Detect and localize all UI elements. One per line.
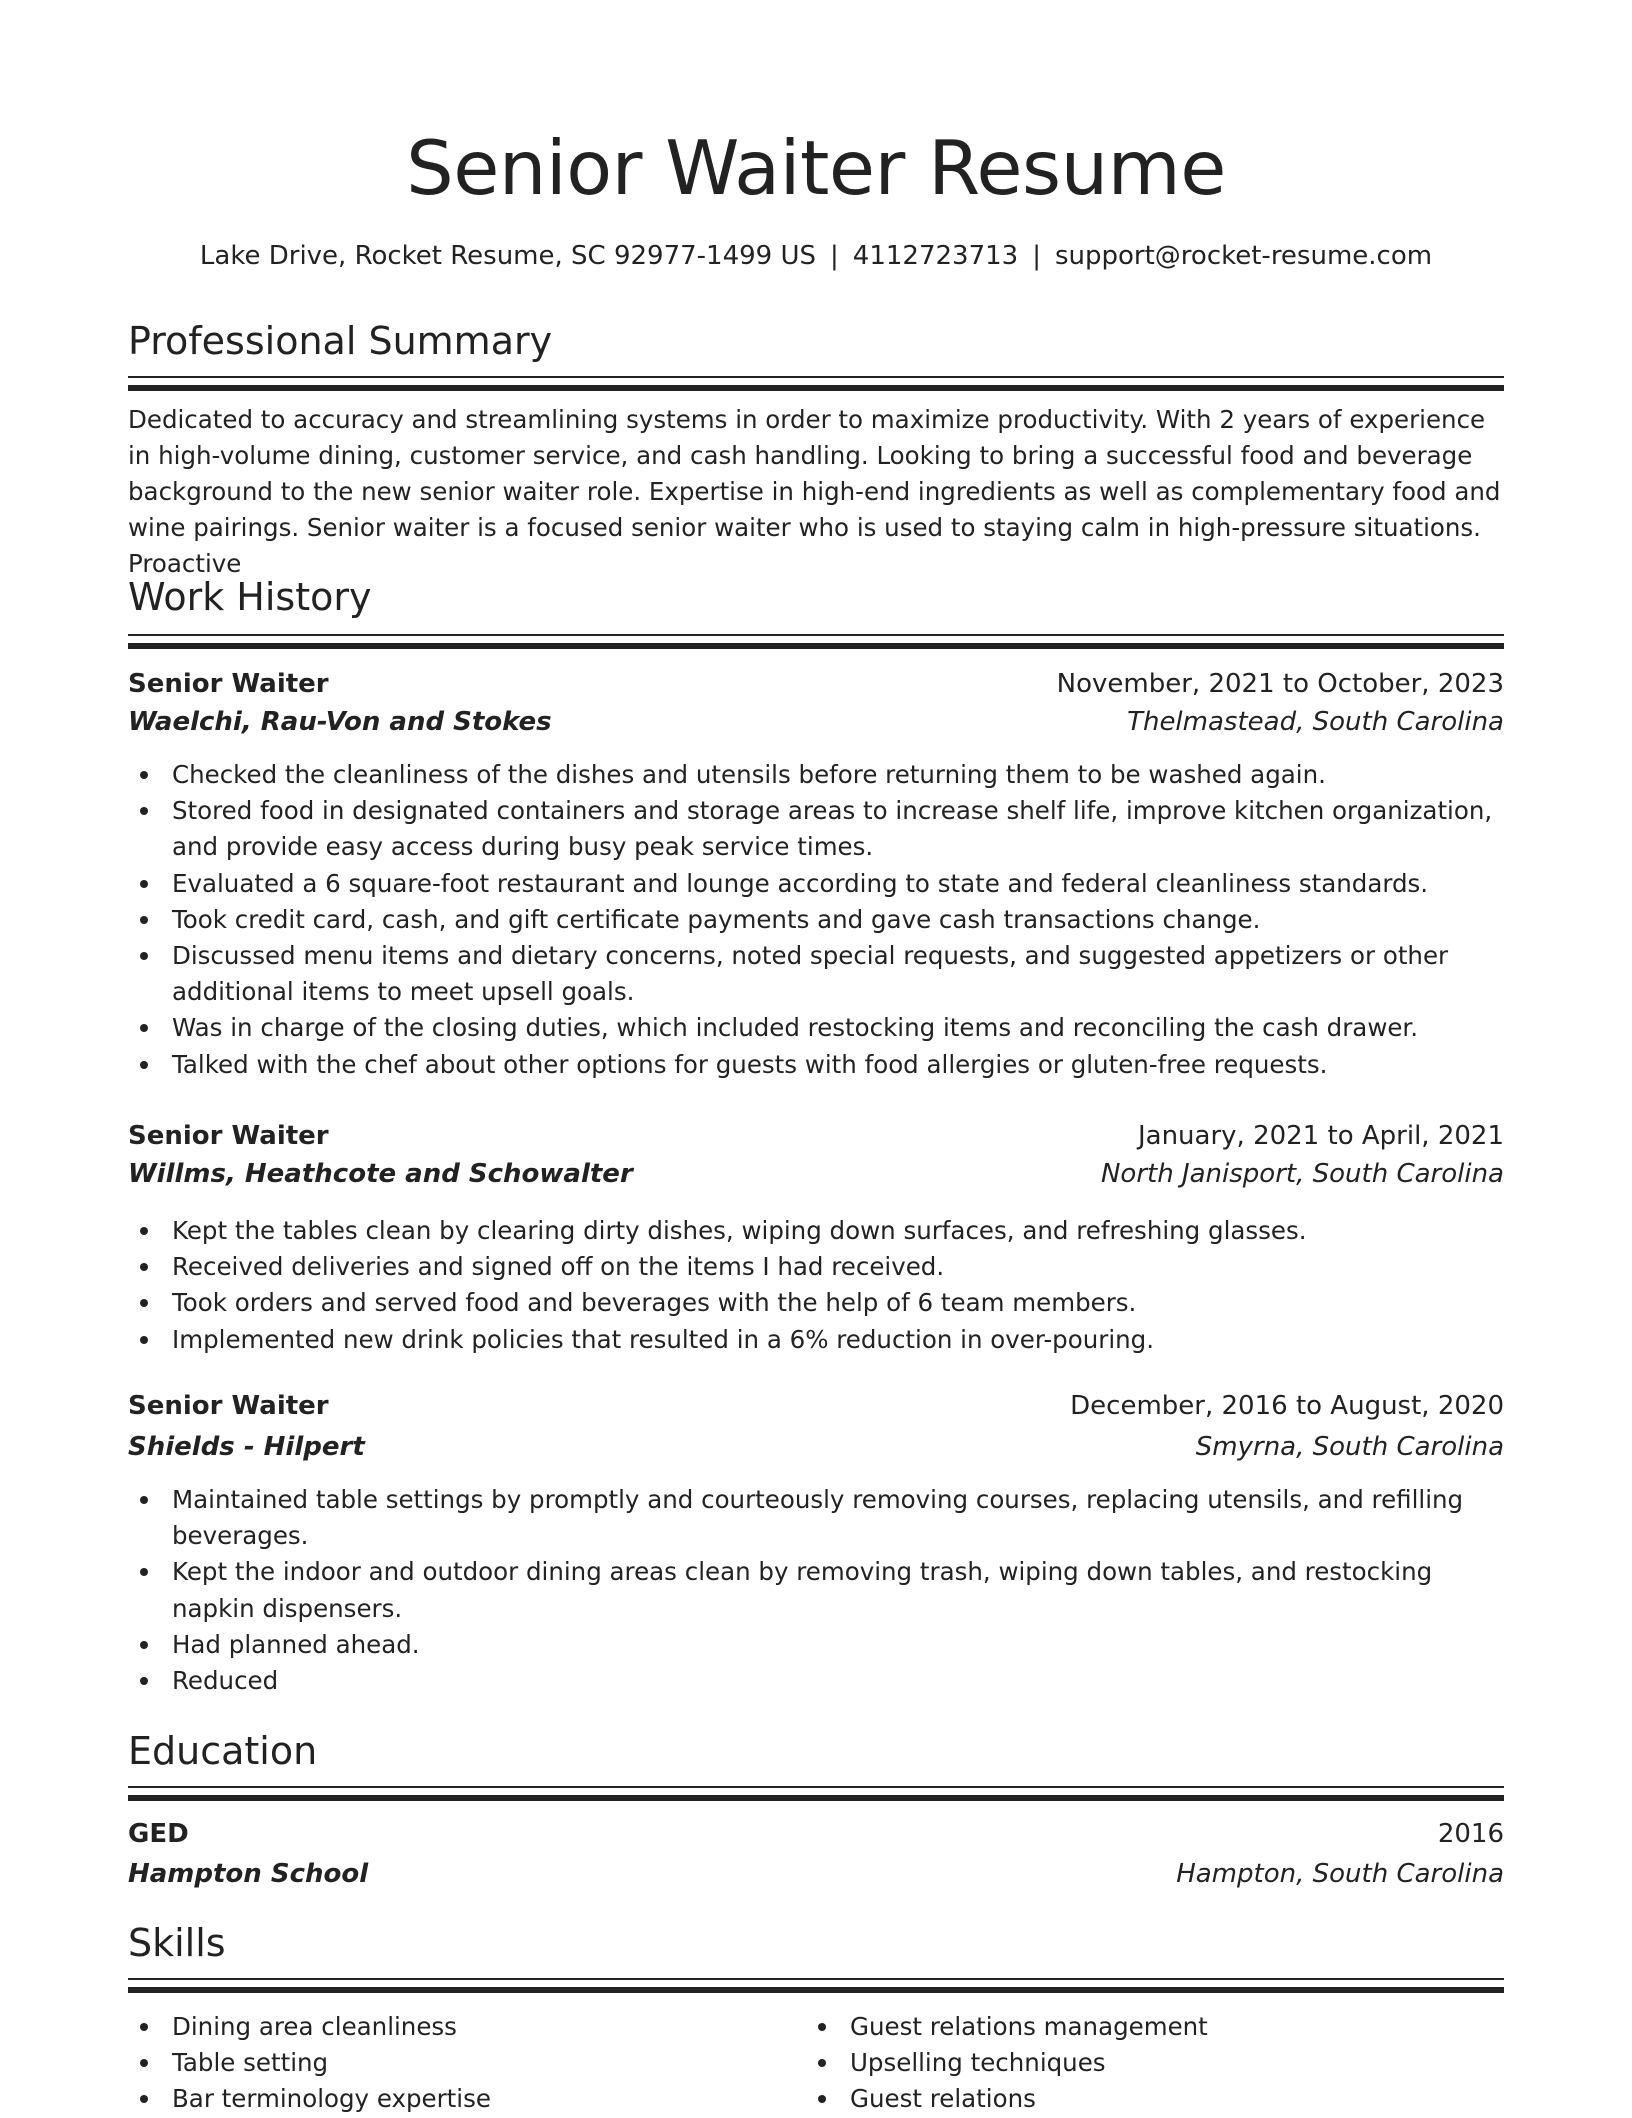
job-dates: January, 2021 to April, 2021 [1137,1121,1504,1151]
job-header [128,1116,1504,1156]
job-dates: December, 2016 to August, 2020 [1070,1391,1504,1421]
section-divider [128,1786,1504,1798]
job-company-row [128,702,1504,742]
summary-text: Dedicated to accuracy and streamlining systems in order to maximize productivity. With 2 years of experience in high-volume dining, customer service, and cash handling. Looking to bring a successful food and beverage background to the new senior waiter role. Expertise in high-end ingredients as well as complementary food and wine pairings. Senior waiter is a focused senior waiter who is used to staying calm in high-pressure situations. Proactive [128,405,1501,578]
job-bullets [128,1213,1504,1358]
job-company: Willms, Heathcote and Schowalter [128,1159,633,1189]
education-degree: GED [128,1819,189,1849]
list-item: Took orders and served food and beverages with the help of 6 team members. [128,1285,1504,1321]
job-company-row [128,1427,1504,1467]
skills-list-right [806,2009,1632,2118]
contact-phone[interactable]: 4112723713 [852,241,1019,271]
section-heading-summary: Professional Summary [128,319,553,363]
skill-item: Table setting [128,2045,1504,2081]
skill-item: Dining area cleanliness [128,2009,1504,2045]
list-item: Kept the indoor and outdoor dining areas clean by removing trash, wiping down tables, and restocking napkin dispensers. [128,1554,1504,1626]
education-school-row [128,1854,1504,1894]
list-item: Took credit card, cash, and gift certificate payments and gave cash transactions change. [128,902,1504,938]
contact-separator: | [830,241,839,271]
job-title: Senior Waiter [128,1391,329,1421]
job-company: Shields - Hilpert [128,1432,365,1462]
job-title: Senior Waiter [128,669,329,699]
section-divider [128,376,1504,388]
section-heading-skills: Skills [128,1921,226,1965]
list-item: Reduced [128,1663,1504,1699]
job-bullets [128,757,1504,1083]
contact-separator: | [1032,241,1041,271]
list-item: Was in charge of the closing duties, which included restocking items and reconciling the cash drawer. [128,1010,1504,1046]
job-location: Thelmastead, South Carolina [1127,707,1504,737]
job-company-row [128,1154,1504,1194]
contact-line [128,238,1504,274]
list-item: Received deliveries and signed off on the items I had received. [128,1249,1504,1285]
resume-title: Senior Waiter Resume [406,124,1226,212]
list-item: Had planned ahead. [128,1627,1504,1663]
list-item: Checked the cleanliness of the dishes and utensils before returning them to be washed again. [128,757,1504,793]
education-header [128,1814,1504,1854]
skill-item: Upselling techniques [806,2045,1632,2081]
job-dates: November, 2021 to October, 2023 [1056,669,1504,699]
section-heading-education: Education [128,1729,318,1773]
education-year: 2016 [1437,1819,1504,1849]
skill-item: Guest relations management [806,2009,1632,2045]
list-item: Discussed menu items and dietary concerns, noted special requests, and suggested appetizers or other additional items to meet upsell goals. [128,938,1504,1010]
section-divider [128,634,1504,646]
job-location: Smyrna, South Carolina [1195,1432,1504,1462]
job-location: North Janisport, South Carolina [1100,1159,1504,1189]
skill-item: Guest relations [806,2081,1632,2117]
job-title: Senior Waiter [128,1121,329,1151]
list-item: Kept the tables clean by clearing dirty dishes, wiping down surfaces, and refreshing glasses. [128,1213,1504,1249]
contact-address: Lake Drive, Rocket Resume, SC 92977-1499 US [199,241,817,271]
list-item: Stored food in designated containers and storage areas to increase shelf life, improve kitchen organization, and provide easy access during busy peak service times. [128,793,1504,865]
education-school: Hampton School [128,1859,369,1889]
job-bullets [128,1482,1504,1699]
job-company: Waelchi, Rau-Von and Stokes [128,707,552,737]
section-heading-work-history: Work History [128,575,372,619]
list-item: Implemented new drink policies that resulted in a 6% reduction in over-pouring. [128,1322,1504,1358]
job-header [128,664,1504,704]
contact-email[interactable]: support@rocket-resume.com [1054,241,1433,271]
skill-item: Bar terminology expertise [128,2081,1504,2117]
section-divider [128,1978,1504,1990]
education-location: Hampton, South Carolina [1176,1859,1504,1889]
job-header [128,1386,1504,1426]
list-item: Maintained table settings by promptly and courteously removing courses, replacing utensils, and refilling beverages. [128,1482,1504,1554]
list-item: Evaluated a 6 square-foot restaurant and lounge according to state and federal cleanliness standards. [128,866,1504,902]
list-item: Talked with the chef about other options for guests with food allergies or gluten-free requests. [128,1047,1504,1083]
